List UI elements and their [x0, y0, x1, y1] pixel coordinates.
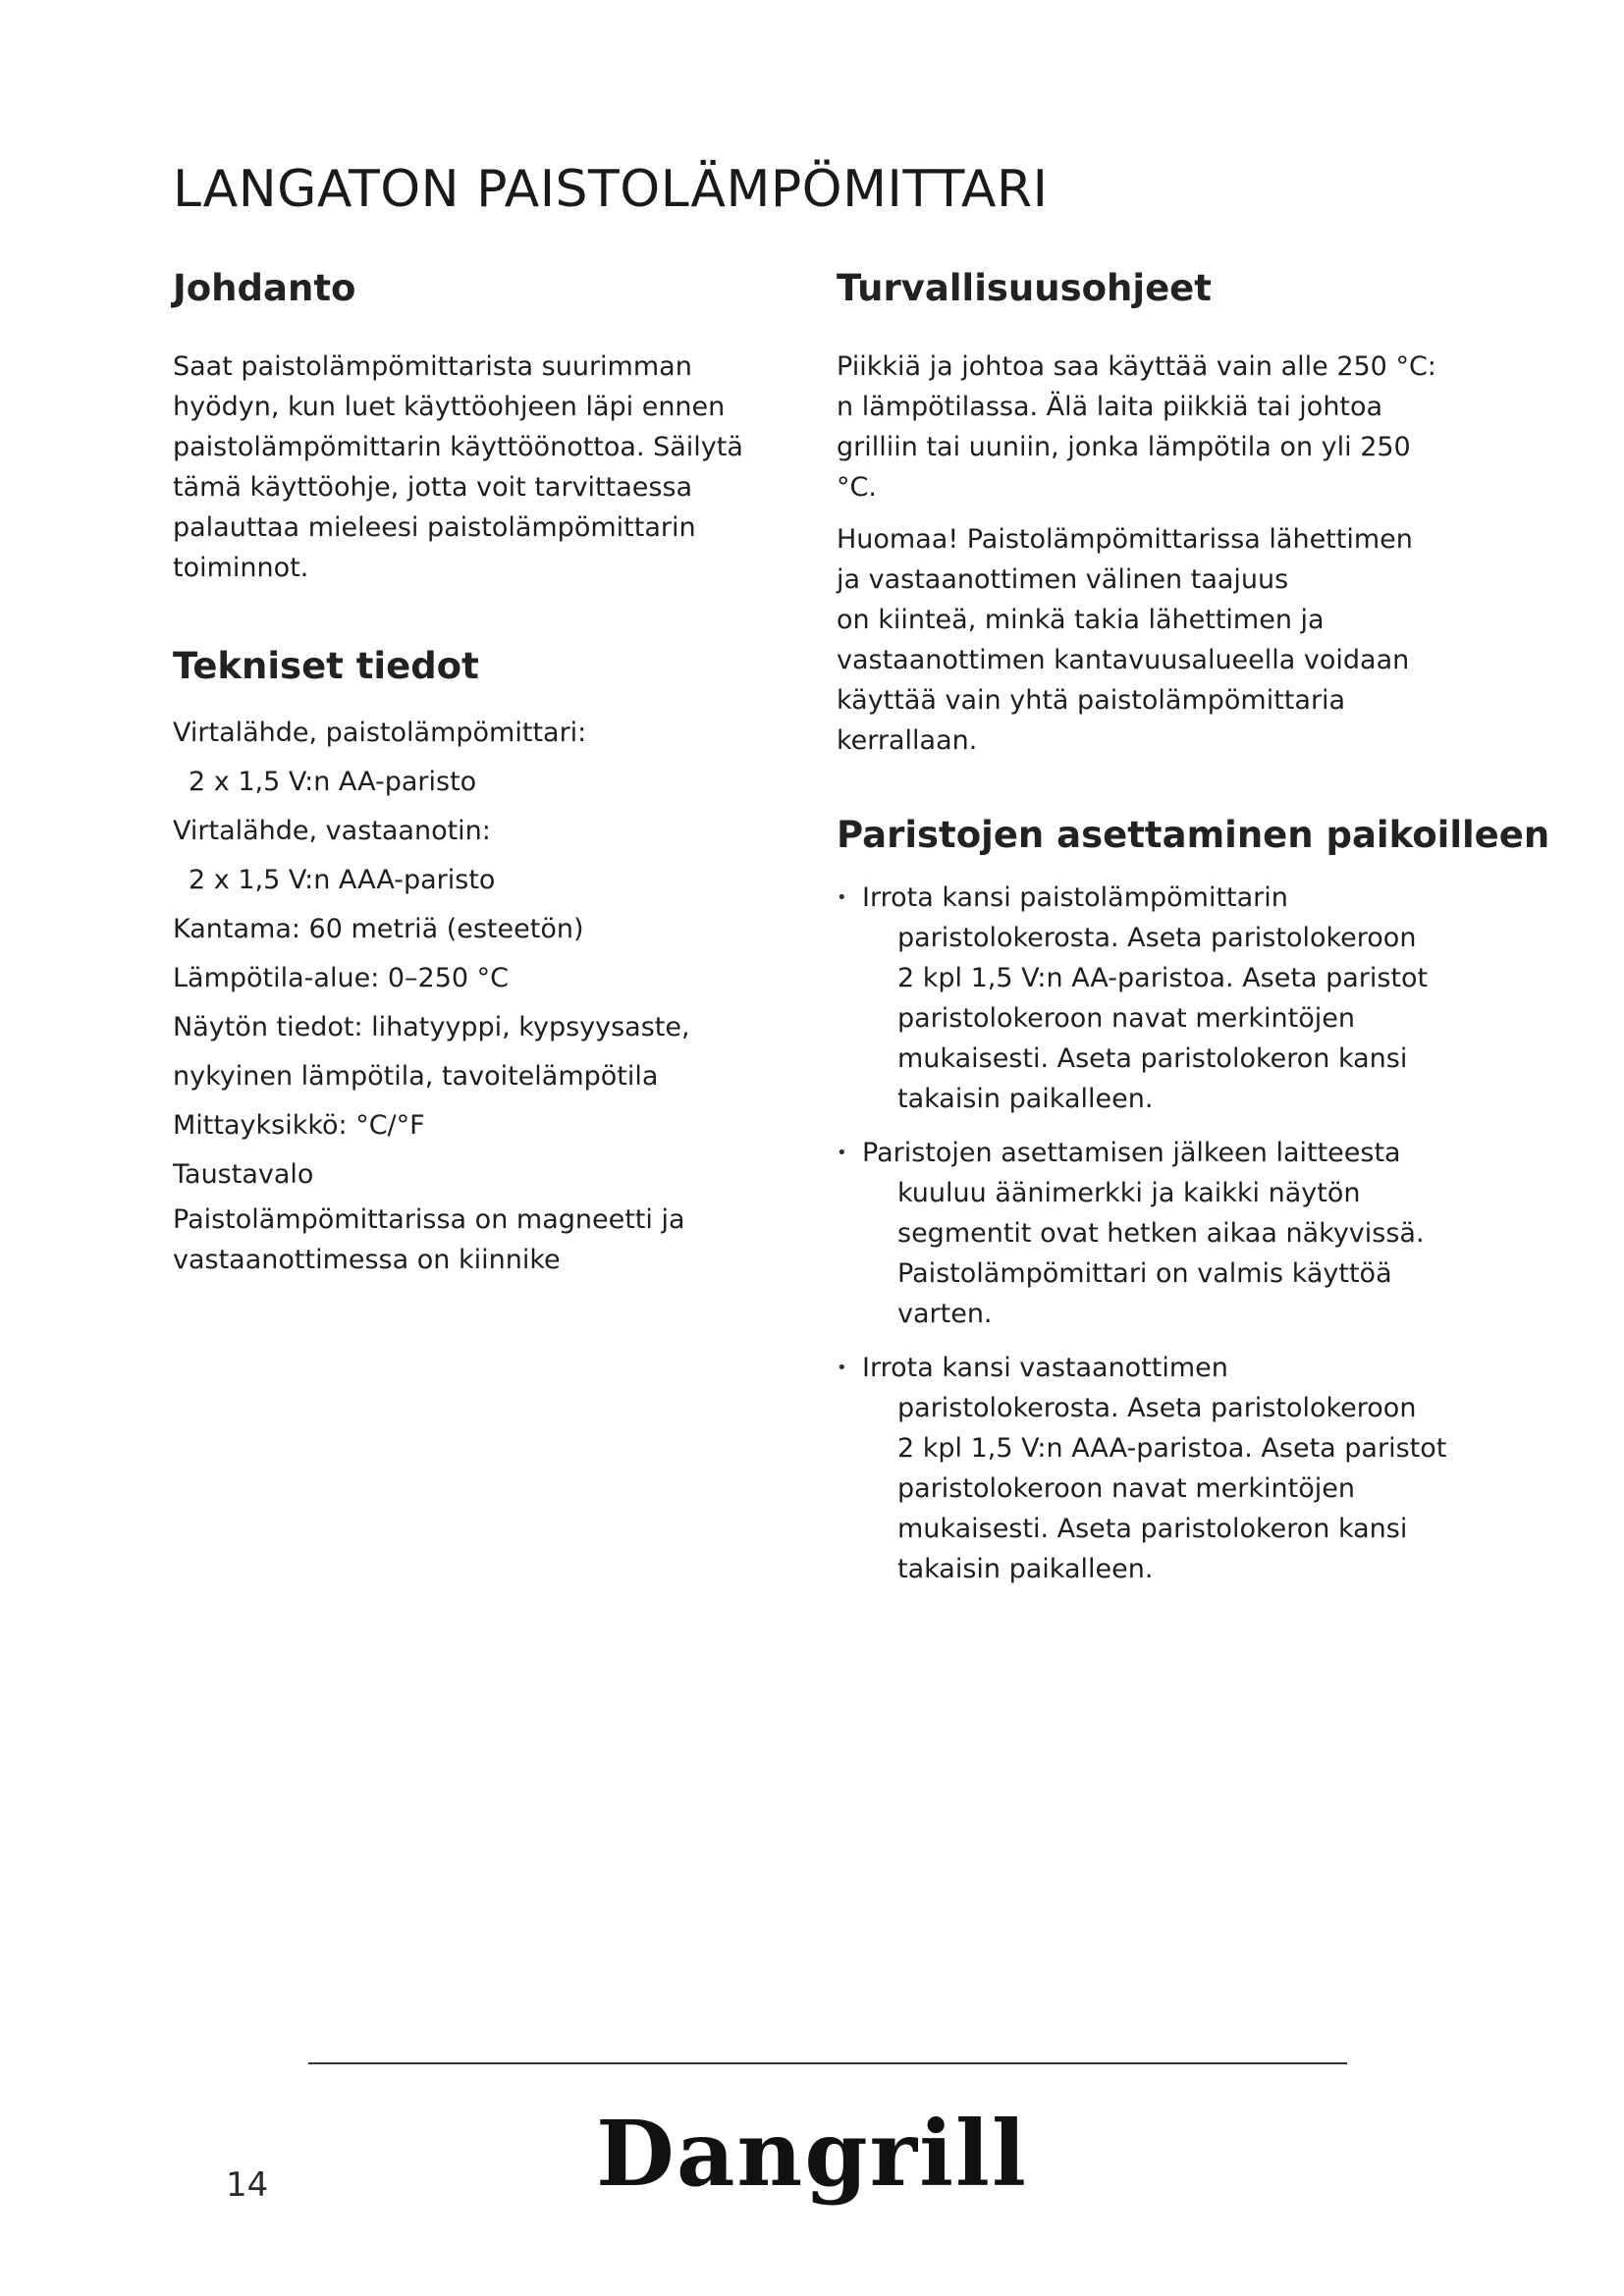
- brand-logo: Dangrill: [596, 2101, 1028, 2207]
- bullet-icon: •: [837, 1143, 847, 1163]
- spec-line: Virtalähde, vastaanotin:: [173, 816, 491, 846]
- bullet-line: mukaisesti. Aseta paristolokeron kansi: [897, 1514, 1408, 1544]
- bullet-line: 2 kpl 1,5 V:n AAA-paristoa. Aseta paristot: [897, 1433, 1447, 1464]
- spec-line: 2 x 1,5 V:n AAA-paristo: [189, 865, 496, 895]
- spec-line: Lämpötila-alue: 0–250 °C: [173, 963, 510, 993]
- intro-line: paistolämpömittarin käyttöönottoa. Säilytä: [173, 432, 743, 462]
- safety-note-line: kerrallaan.: [837, 725, 978, 756]
- bullet-line: paristolokeroon navat merkintöjen: [897, 1003, 1355, 1034]
- safety-note-line: vastaanottimen kantavuusalueella voidaan: [837, 645, 1410, 675]
- spec-line: Virtalähde, paistolämpömittari:: [173, 718, 587, 748]
- battery-steps-list: [837, 878, 1465, 1589]
- bullet-line: takaisin paikalleen.: [897, 1084, 1154, 1114]
- bullet-line: 2 kpl 1,5 V:n AA-paristoa. Aseta paristot: [897, 963, 1429, 993]
- intro-line: palauttaa mieleesi paistolämpömittarin: [173, 512, 696, 543]
- intro-line: hyödyn, kun luet käyttöohjeen läpi ennen: [173, 392, 726, 422]
- spec-line: Taustavalo: [173, 1159, 314, 1190]
- intro-line: Saat paistolämpömittarista suurimman: [173, 351, 692, 382]
- spec-line: Kantama: 60 metriä (esteetön): [173, 914, 584, 944]
- battery-heading: Paristojen asettaminen paikoilleen: [837, 814, 1550, 856]
- spec-line: vastaanottimessa on kiinnike: [173, 1245, 561, 1275]
- bullet-icon: •: [837, 1358, 847, 1378]
- left-column: [173, 267, 801, 1280]
- page-title: LANGATON PAISTOLÄMPÖMITTARI: [173, 160, 1049, 219]
- safety-heading: Turvallisuusohjeet: [837, 267, 1212, 309]
- list-item: [837, 1133, 1465, 1334]
- safety-line: Piikkiä ja johtoa saa käyttää vain alle 250 °C:: [837, 351, 1436, 382]
- footer-divider: [308, 2062, 1347, 2064]
- bullet-line: segmentit ovat hetken aikaa näkyvissä.: [897, 1218, 1425, 1249]
- intro-line: toiminnot.: [173, 553, 309, 583]
- intro-line: tämä käyttöohje, jotta voit tarvittaessa: [173, 472, 693, 503]
- spec-line: Näytön tiedot: lihatyyppi, kypsyysaste,: [173, 1012, 690, 1042]
- right-column: [837, 267, 1550, 1603]
- bullet-line: paristolokeroon navat merkintöjen: [897, 1473, 1355, 1504]
- spec-line: Paistolämpömittarissa on magneetti ja: [173, 1204, 685, 1235]
- bullet-line: kuuluu äänimerkki ja kaikki näytön: [897, 1178, 1361, 1208]
- page-number: 14: [226, 2165, 269, 2205]
- list-item: [837, 1348, 1465, 1589]
- safety-note-line: ja vastaanottimen välinen taajuus: [837, 564, 1289, 595]
- safety-line: grilliin tai uuniin, jonka lämpötila on yli 250: [837, 432, 1411, 462]
- tech-specs-heading: Tekniset tiedot: [173, 645, 479, 687]
- bullet-line: Irrota kansi paistolämpömittarin: [862, 882, 1288, 913]
- safety-note-line: Huomaa! Paistolämpömittarissa lähettimen: [837, 524, 1413, 555]
- bullet-icon: •: [837, 887, 847, 908]
- bullet-line: takaisin paikalleen.: [897, 1554, 1154, 1584]
- list-item: [837, 878, 1465, 1119]
- bullet-line: mukaisesti. Aseta paristolokeron kansi: [897, 1043, 1408, 1074]
- bullet-line: paristolokerosta. Aseta paristolokeroon: [897, 1393, 1417, 1423]
- bullet-line: paristolokerosta. Aseta paristolokeroon: [897, 923, 1417, 953]
- bullet-line: varten.: [897, 1299, 993, 1329]
- safety-note-line: käyttää vain yhtä paistolämpömittaria: [837, 685, 1346, 716]
- intro-paragraph: [173, 347, 801, 588]
- safety-note-paragraph: [837, 519, 1465, 761]
- spec-line: 2 x 1,5 V:n AA-paristo: [189, 767, 477, 797]
- tech-specs-list: [173, 709, 801, 1280]
- spec-line: Mittayksikkö: °C/°F: [173, 1110, 425, 1141]
- spec-line: nykyinen lämpötila, tavoitelämpötila: [173, 1061, 659, 1092]
- intro-heading: Johdanto: [173, 267, 356, 309]
- bullet-line: Paristojen asettamisen jälkeen laitteesta: [862, 1138, 1401, 1168]
- bullet-line: Irrota kansi vastaanottimen: [862, 1353, 1228, 1383]
- bullet-line: Paistolämpömittari on valmis käyttöä: [897, 1258, 1392, 1289]
- safety-note-line: on kiinteä, minkä takia lähettimen ja: [837, 605, 1325, 635]
- safety-line: °C.: [837, 472, 877, 503]
- safety-paragraph: [837, 347, 1465, 507]
- safety-line: n lämpötilassa. Älä laita piikkiä tai johtoa: [837, 392, 1383, 422]
